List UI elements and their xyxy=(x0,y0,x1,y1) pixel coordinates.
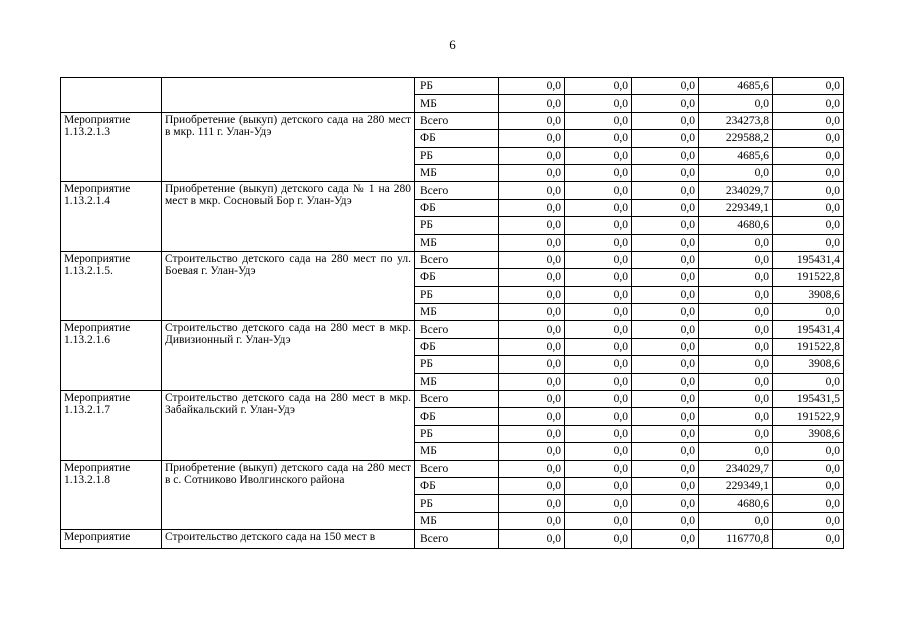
measure-cell: Мероприятие 1.13.2.1.5. xyxy=(61,251,162,321)
value-cell: 0,0 xyxy=(499,304,565,321)
value-cell: 0,0 xyxy=(699,338,773,355)
value-cell: 0,0 xyxy=(632,356,699,373)
value-cell: 0,0 xyxy=(632,391,699,408)
value-cell: 0,0 xyxy=(499,460,565,477)
value-cell: 0,0 xyxy=(565,182,632,199)
value-cell: 0,0 xyxy=(632,199,699,216)
source-cell: РБ xyxy=(415,217,499,234)
value-cell: 0,0 xyxy=(699,164,773,181)
value-cell: 0,0 xyxy=(699,304,773,321)
source-cell: Всего xyxy=(415,391,499,408)
value-cell: 0,0 xyxy=(565,234,632,251)
source-cell: МБ xyxy=(415,443,499,460)
source-cell: ФБ xyxy=(415,408,499,425)
value-cell: 0,0 xyxy=(632,147,699,164)
value-cell: 195431,5 xyxy=(773,391,844,408)
value-cell: 0,0 xyxy=(632,495,699,512)
value-cell: 195431,4 xyxy=(773,251,844,268)
value-cell: 0,0 xyxy=(773,530,844,548)
value-cell: 0,0 xyxy=(499,130,565,147)
value-cell: 229349,1 xyxy=(699,199,773,216)
value-cell: 195431,4 xyxy=(773,321,844,338)
value-cell: 0,0 xyxy=(565,199,632,216)
value-cell: 0,0 xyxy=(773,130,844,147)
value-cell: 0,0 xyxy=(699,251,773,268)
measure-cell: Мероприятие 1.13.2.1.7 xyxy=(61,391,162,461)
source-cell: РБ xyxy=(415,147,499,164)
value-cell: 0,0 xyxy=(699,391,773,408)
source-cell: МБ xyxy=(415,304,499,321)
value-cell: 0,0 xyxy=(499,338,565,355)
value-cell: 0,0 xyxy=(632,373,699,390)
value-cell: 0,0 xyxy=(632,286,699,303)
table-row xyxy=(61,182,844,199)
value-cell: 0,0 xyxy=(565,338,632,355)
value-cell: 0,0 xyxy=(699,321,773,338)
value-cell: 0,0 xyxy=(499,147,565,164)
value-cell: 0,0 xyxy=(565,530,632,548)
source-cell: РБ xyxy=(415,286,499,303)
source-cell: РБ xyxy=(415,78,499,95)
source-cell: МБ xyxy=(415,164,499,181)
value-cell: 0,0 xyxy=(632,477,699,494)
value-cell: 0,0 xyxy=(565,408,632,425)
value-cell: 0,0 xyxy=(632,95,699,112)
value-cell: 0,0 xyxy=(632,234,699,251)
source-cell: ФБ xyxy=(415,477,499,494)
value-cell: 0,0 xyxy=(632,251,699,268)
value-cell: 0,0 xyxy=(773,78,844,95)
source-cell: ФБ xyxy=(415,199,499,216)
value-cell: 0,0 xyxy=(699,373,773,390)
value-cell: 0,0 xyxy=(699,269,773,286)
value-cell: 0,0 xyxy=(565,269,632,286)
value-cell: 0,0 xyxy=(565,477,632,494)
value-cell: 0,0 xyxy=(773,460,844,477)
value-cell: 0,0 xyxy=(499,512,565,529)
value-cell: 0,0 xyxy=(632,338,699,355)
value-cell: 0,0 xyxy=(632,130,699,147)
value-cell: 0,0 xyxy=(632,460,699,477)
source-cell: Всего xyxy=(415,530,499,548)
value-cell: 0,0 xyxy=(499,443,565,460)
value-cell: 0,0 xyxy=(699,95,773,112)
value-cell: 0,0 xyxy=(565,495,632,512)
table-row xyxy=(61,530,844,548)
value-cell: 0,0 xyxy=(699,286,773,303)
value-cell: 0,0 xyxy=(773,443,844,460)
value-cell: 0,0 xyxy=(699,425,773,442)
source-cell: МБ xyxy=(415,373,499,390)
source-cell: РБ xyxy=(415,495,499,512)
value-cell: 4680,6 xyxy=(699,495,773,512)
value-cell: 234273,8 xyxy=(699,112,773,129)
value-cell: 0,0 xyxy=(565,304,632,321)
measure-cell: Мероприятие 1.13.2.1.3 xyxy=(61,112,162,182)
value-cell: 0,0 xyxy=(565,373,632,390)
value-cell: 0,0 xyxy=(773,147,844,164)
value-cell: 191522,8 xyxy=(773,269,844,286)
value-cell: 0,0 xyxy=(632,408,699,425)
value-cell: 0,0 xyxy=(565,512,632,529)
value-cell: 0,0 xyxy=(499,286,565,303)
value-cell: 0,0 xyxy=(773,217,844,234)
value-cell: 0,0 xyxy=(499,251,565,268)
measure-cell: Мероприятие 1.13.2.1.6 xyxy=(61,321,162,391)
value-cell: 0,0 xyxy=(632,269,699,286)
table-row xyxy=(61,391,844,408)
value-cell: 191522,9 xyxy=(773,408,844,425)
value-cell: 4685,6 xyxy=(699,147,773,164)
value-cell: 0,0 xyxy=(632,78,699,95)
budget-table xyxy=(60,77,844,549)
value-cell: 191522,8 xyxy=(773,338,844,355)
description-cell: Строительство детского сада на 280 мест в мкр. Дивизионный г. Улан-Удэ xyxy=(162,321,415,391)
value-cell: 0,0 xyxy=(499,199,565,216)
value-cell: 4685,6 xyxy=(699,78,773,95)
value-cell: 0,0 xyxy=(632,530,699,548)
value-cell: 0,0 xyxy=(499,164,565,181)
value-cell: 0,0 xyxy=(699,408,773,425)
value-cell: 0,0 xyxy=(499,425,565,442)
value-cell: 234029,7 xyxy=(699,460,773,477)
description-cell: Приобретение (выкуп) детского сада на 280 мест в мкр. 111 г. Улан-Удэ xyxy=(162,112,415,182)
value-cell: 0,0 xyxy=(499,530,565,548)
table-row xyxy=(61,321,844,338)
value-cell: 3908,6 xyxy=(773,425,844,442)
measure-cell: Мероприятие 1.13.2.1.8 xyxy=(61,460,162,530)
table-row xyxy=(61,251,844,268)
value-cell: 0,0 xyxy=(499,373,565,390)
page-number: 6 xyxy=(449,37,456,52)
value-cell: 0,0 xyxy=(632,217,699,234)
value-cell: 0,0 xyxy=(565,164,632,181)
source-cell: РБ xyxy=(415,425,499,442)
value-cell: 0,0 xyxy=(565,147,632,164)
description-cell: Строительство детского сада на 150 мест в xyxy=(162,530,415,548)
value-cell: 0,0 xyxy=(565,286,632,303)
description-cell xyxy=(162,78,415,113)
value-cell: 3908,6 xyxy=(773,286,844,303)
value-cell: 0,0 xyxy=(773,512,844,529)
value-cell: 116770,8 xyxy=(699,530,773,548)
measure-cell xyxy=(61,78,162,113)
value-cell: 0,0 xyxy=(632,182,699,199)
value-cell: 0,0 xyxy=(565,425,632,442)
value-cell: 0,0 xyxy=(773,234,844,251)
value-cell: 0,0 xyxy=(499,356,565,373)
table-row xyxy=(61,460,844,477)
source-cell: Всего xyxy=(415,112,499,129)
value-cell: 0,0 xyxy=(699,234,773,251)
value-cell: 0,0 xyxy=(773,304,844,321)
table-row xyxy=(61,112,844,129)
value-cell: 0,0 xyxy=(499,408,565,425)
value-cell: 0,0 xyxy=(632,443,699,460)
value-cell: 0,0 xyxy=(773,182,844,199)
value-cell: 0,0 xyxy=(565,95,632,112)
source-cell: Всего xyxy=(415,460,499,477)
value-cell: 0,0 xyxy=(565,321,632,338)
value-cell: 0,0 xyxy=(565,130,632,147)
value-cell: 0,0 xyxy=(499,78,565,95)
description-cell: Приобретение (выкуп) детского сада на 280 мест в с. Сотниково Иволгинского района xyxy=(162,460,415,530)
value-cell: 0,0 xyxy=(499,234,565,251)
measure-cell: Мероприятие 1.13.2.1.4 xyxy=(61,182,162,252)
description-cell: Строительство детского сада на 280 мест по ул. Боевая г. Улан-Удэ xyxy=(162,251,415,321)
value-cell: 0,0 xyxy=(499,321,565,338)
value-cell: 4680,6 xyxy=(699,217,773,234)
value-cell: 0,0 xyxy=(499,112,565,129)
value-cell: 0,0 xyxy=(773,477,844,494)
value-cell: 0,0 xyxy=(499,182,565,199)
source-cell: МБ xyxy=(415,95,499,112)
value-cell: 0,0 xyxy=(699,443,773,460)
source-cell: РБ xyxy=(415,356,499,373)
table-row xyxy=(61,78,844,95)
measure-cell: Мероприятие xyxy=(61,530,162,548)
value-cell: 3908,6 xyxy=(773,356,844,373)
value-cell: 0,0 xyxy=(499,391,565,408)
source-cell: МБ xyxy=(415,234,499,251)
value-cell: 229349,1 xyxy=(699,477,773,494)
source-cell: ФБ xyxy=(415,269,499,286)
value-cell: 0,0 xyxy=(565,391,632,408)
value-cell: 0,0 xyxy=(773,199,844,216)
value-cell: 0,0 xyxy=(499,95,565,112)
value-cell: 0,0 xyxy=(499,269,565,286)
value-cell: 0,0 xyxy=(773,164,844,181)
value-cell: 0,0 xyxy=(565,443,632,460)
value-cell: 0,0 xyxy=(499,477,565,494)
value-cell: 0,0 xyxy=(565,112,632,129)
value-cell: 0,0 xyxy=(699,512,773,529)
value-cell: 0,0 xyxy=(499,495,565,512)
value-cell: 234029,7 xyxy=(699,182,773,199)
value-cell: 0,0 xyxy=(773,373,844,390)
value-cell: 0,0 xyxy=(632,321,699,338)
value-cell: 0,0 xyxy=(632,425,699,442)
value-cell: 0,0 xyxy=(773,112,844,129)
value-cell: 0,0 xyxy=(565,356,632,373)
value-cell: 0,0 xyxy=(565,460,632,477)
value-cell: 0,0 xyxy=(632,512,699,529)
value-cell: 0,0 xyxy=(565,251,632,268)
source-cell: МБ xyxy=(415,512,499,529)
value-cell: 0,0 xyxy=(632,112,699,129)
description-cell: Приобретение (выкуп) детского сада № 1 на 280 мест в мкр. Сосновый Бор г. Улан-Удэ xyxy=(162,182,415,252)
value-cell: 0,0 xyxy=(632,304,699,321)
description-cell: Строительство детского сада на 280 мест в мкр. Забайкальский г. Улан-Удэ xyxy=(162,391,415,461)
value-cell: 0,0 xyxy=(773,495,844,512)
source-cell: ФБ xyxy=(415,338,499,355)
source-cell: Всего xyxy=(415,251,499,268)
value-cell: 0,0 xyxy=(499,217,565,234)
value-cell: 0,0 xyxy=(565,78,632,95)
value-cell: 0,0 xyxy=(565,217,632,234)
value-cell: 0,0 xyxy=(773,95,844,112)
source-cell: ФБ xyxy=(415,130,499,147)
value-cell: 229588,2 xyxy=(699,130,773,147)
source-cell: Всего xyxy=(415,321,499,338)
value-cell: 0,0 xyxy=(699,356,773,373)
source-cell: Всего xyxy=(415,182,499,199)
table-body xyxy=(61,78,844,549)
value-cell: 0,0 xyxy=(632,164,699,181)
